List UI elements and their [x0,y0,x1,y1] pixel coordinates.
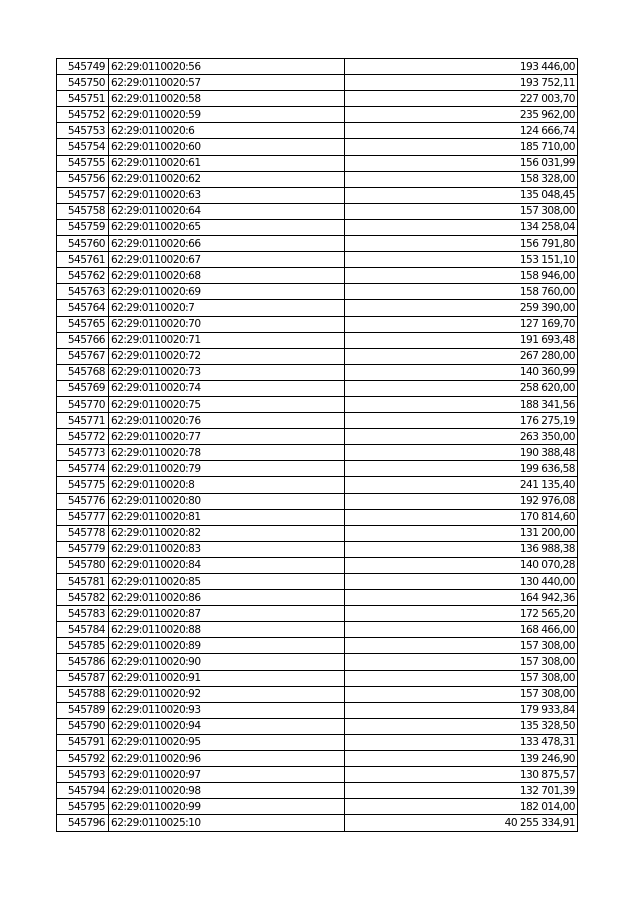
cadastral-value-cell: 263 350,00 [345,429,578,445]
cadastral-value-cell: 258 620,00 [345,380,578,396]
table-row [57,171,578,187]
row-number-cell: 545759 [57,219,109,235]
table-row [57,557,578,573]
row-number-cell: 545771 [57,413,109,429]
table-row [57,493,578,509]
row-number-cell: 545766 [57,332,109,348]
cadastral-value-cell: 157 308,00 [345,670,578,686]
row-number-cell: 545749 [57,59,109,75]
cadastral-value-cell: 139 246,90 [345,751,578,767]
cadastral-value-cell: 135 328,50 [345,718,578,734]
row-number-cell: 545783 [57,606,109,622]
cadastral-value-cell: 182 014,00 [345,799,578,815]
cadastral-number-cell: 62:29:0110020:98 [109,783,345,799]
cadastral-number-cell: 62:29:0110020:72 [109,348,345,364]
row-number-cell: 545787 [57,670,109,686]
cadastral-value-cell: 185 710,00 [345,139,578,155]
row-number-cell: 545756 [57,171,109,187]
row-number-cell: 545782 [57,590,109,606]
table-row [57,702,578,718]
table-row [57,541,578,557]
row-number-cell: 545794 [57,783,109,799]
cadastral-value-cell: 158 760,00 [345,284,578,300]
table-row [57,734,578,750]
cadastral-number-cell: 62:29:0110020:62 [109,171,345,187]
row-number-cell: 545760 [57,236,109,252]
cadastral-value-cell: 140 070,28 [345,557,578,573]
table-row [57,123,578,139]
cadastral-value-cell: 193 446,00 [345,59,578,75]
cadastral-number-cell: 62:29:0110020:93 [109,702,345,718]
table-row [57,155,578,171]
cadastral-value-cell: 259 390,00 [345,300,578,316]
table-row [57,284,578,300]
cadastral-number-cell: 62:29:0110020:97 [109,767,345,783]
row-number-cell: 545774 [57,461,109,477]
cadastral-value-cell: 157 308,00 [345,686,578,702]
cadastral-number-cell: 62:29:0110020:96 [109,751,345,767]
table-row [57,187,578,203]
cadastral-number-cell: 62:29:0110020:59 [109,107,345,123]
cadastral-value-cell: 164 942,36 [345,590,578,606]
cadastral-value-cell: 192 976,08 [345,493,578,509]
row-number-cell: 545793 [57,767,109,783]
row-number-cell: 545751 [57,91,109,107]
table-row [57,429,578,445]
cadastral-number-cell: 62:29:0110020:78 [109,445,345,461]
cadastral-value-table [56,58,578,832]
table-row [57,525,578,541]
row-number-cell: 545763 [57,284,109,300]
table-row [57,574,578,590]
row-number-cell: 545795 [57,799,109,815]
cadastral-value-cell: 40 255 334,91 [345,815,578,831]
row-number-cell: 545784 [57,622,109,638]
cadastral-value-cell: 132 701,39 [345,783,578,799]
cadastral-value-cell: 156 791,80 [345,236,578,252]
table-row [57,59,578,75]
table-row [57,268,578,284]
cadastral-number-cell: 62:29:0110020:99 [109,799,345,815]
cadastral-value-cell: 158 328,00 [345,171,578,187]
cadastral-value-cell: 188 341,56 [345,396,578,412]
table-row [57,364,578,380]
cadastral-number-cell: 62:29:0110020:58 [109,91,345,107]
cadastral-value-cell: 241 135,40 [345,477,578,493]
cadastral-value-cell: 130 440,00 [345,574,578,590]
table-row [57,751,578,767]
row-number-cell: 545778 [57,525,109,541]
table-row [57,477,578,493]
row-number-cell: 545772 [57,429,109,445]
cadastral-number-cell: 62:29:0110020:8 [109,477,345,493]
table-row [57,638,578,654]
table-row [57,91,578,107]
cadastral-number-cell: 62:29:0110020:79 [109,461,345,477]
row-number-cell: 545758 [57,203,109,219]
cadastral-value-cell: 140 360,99 [345,364,578,380]
cadastral-value-cell: 124 666,74 [345,123,578,139]
cadastral-number-cell: 62:29:0110020:86 [109,590,345,606]
table-row [57,139,578,155]
cadastral-number-cell: 62:29:0110020:6 [109,123,345,139]
cadastral-value-cell: 133 478,31 [345,734,578,750]
row-number-cell: 545770 [57,396,109,412]
table-row [57,509,578,525]
cadastral-value-cell: 131 200,00 [345,525,578,541]
cadastral-number-cell: 62:29:0110020:88 [109,622,345,638]
cadastral-value-cell: 179 933,84 [345,702,578,718]
row-number-cell: 545789 [57,702,109,718]
table-row [57,718,578,734]
row-number-cell: 545780 [57,557,109,573]
table-row [57,236,578,252]
cadastral-number-cell: 62:29:0110020:82 [109,525,345,541]
cadastral-number-cell: 62:29:0110020:63 [109,187,345,203]
cadastral-number-cell: 62:29:0110020:65 [109,219,345,235]
cadastral-number-cell: 62:29:0110020:69 [109,284,345,300]
table-row [57,654,578,670]
cadastral-value-cell: 235 962,00 [345,107,578,123]
cadastral-value-cell: 158 946,00 [345,268,578,284]
table-row [57,686,578,702]
cadastral-number-cell: 62:29:0110020:87 [109,606,345,622]
row-number-cell: 545750 [57,75,109,91]
cadastral-value-cell: 190 388,48 [345,445,578,461]
table-row [57,316,578,332]
row-number-cell: 545796 [57,815,109,831]
table-row [57,332,578,348]
table-row [57,300,578,316]
table-body [57,59,578,832]
cadastral-value-cell: 172 565,20 [345,606,578,622]
row-number-cell: 545788 [57,686,109,702]
row-number-cell: 545761 [57,252,109,268]
cadastral-number-cell: 62:29:0110020:94 [109,718,345,734]
row-number-cell: 545792 [57,751,109,767]
cadastral-number-cell: 62:29:0110020:84 [109,557,345,573]
cadastral-number-cell: 62:29:0110020:56 [109,59,345,75]
row-number-cell: 545752 [57,107,109,123]
cadastral-value-cell: 127 169,70 [345,316,578,332]
row-number-cell: 545776 [57,493,109,509]
row-number-cell: 545754 [57,139,109,155]
table-row [57,670,578,686]
row-number-cell: 545764 [57,300,109,316]
cadastral-value-cell: 134 258,04 [345,219,578,235]
table-row [57,413,578,429]
row-number-cell: 545786 [57,654,109,670]
cadastral-number-cell: 62:29:0110020:7 [109,300,345,316]
row-number-cell: 545777 [57,509,109,525]
table-row [57,461,578,477]
table-row [57,203,578,219]
cadastral-number-cell: 62:29:0110020:80 [109,493,345,509]
cadastral-number-cell: 62:29:0110020:89 [109,638,345,654]
table-row [57,445,578,461]
table-row [57,75,578,91]
cadastral-number-cell: 62:29:0110020:70 [109,316,345,332]
table-row [57,252,578,268]
cadastral-value-cell: 168 466,00 [345,622,578,638]
cadastral-number-cell: 62:29:0110020:67 [109,252,345,268]
cadastral-number-cell: 62:29:0110020:61 [109,155,345,171]
cadastral-number-cell: 62:29:0110020:91 [109,670,345,686]
table-row [57,348,578,364]
cadastral-value-cell: 176 275,19 [345,413,578,429]
row-number-cell: 545767 [57,348,109,364]
table-row [57,380,578,396]
row-number-cell: 545790 [57,718,109,734]
cadastral-value-cell: 135 048,45 [345,187,578,203]
row-number-cell: 545768 [57,364,109,380]
cadastral-number-cell: 62:29:0110020:81 [109,509,345,525]
cadastral-value-cell: 156 031,99 [345,155,578,171]
row-number-cell: 545762 [57,268,109,284]
cadastral-number-cell: 62:29:0110020:73 [109,364,345,380]
table-row [57,767,578,783]
row-number-cell: 545769 [57,380,109,396]
cadastral-number-cell: 62:29:0110020:90 [109,654,345,670]
cadastral-number-cell: 62:29:0110020:92 [109,686,345,702]
cadastral-value-cell: 267 280,00 [345,348,578,364]
table-row [57,219,578,235]
cadastral-value-cell: 153 151,10 [345,252,578,268]
cadastral-number-cell: 62:29:0110025:10 [109,815,345,831]
cadastral-value-cell: 193 752,11 [345,75,578,91]
cadastral-number-cell: 62:29:0110020:68 [109,268,345,284]
row-number-cell: 545753 [57,123,109,139]
cadastral-value-cell: 157 308,00 [345,203,578,219]
cadastral-value-cell: 136 988,38 [345,541,578,557]
row-number-cell: 545779 [57,541,109,557]
row-number-cell: 545765 [57,316,109,332]
cadastral-value-cell: 227 003,70 [345,91,578,107]
table-row [57,622,578,638]
cadastral-value-cell: 191 693,48 [345,332,578,348]
cadastral-number-cell: 62:29:0110020:71 [109,332,345,348]
cadastral-number-cell: 62:29:0110020:74 [109,380,345,396]
cadastral-number-cell: 62:29:0110020:64 [109,203,345,219]
cadastral-number-cell: 62:29:0110020:75 [109,396,345,412]
cadastral-number-cell: 62:29:0110020:60 [109,139,345,155]
cadastral-number-cell: 62:29:0110020:83 [109,541,345,557]
cadastral-number-cell: 62:29:0110020:57 [109,75,345,91]
cadastral-value-cell: 170 814,60 [345,509,578,525]
table-row [57,783,578,799]
row-number-cell: 545773 [57,445,109,461]
cadastral-number-cell: 62:29:0110020:95 [109,734,345,750]
row-number-cell: 545755 [57,155,109,171]
table-row [57,396,578,412]
cadastral-number-cell: 62:29:0110020:77 [109,429,345,445]
table-row [57,799,578,815]
row-number-cell: 545791 [57,734,109,750]
table-row [57,815,578,831]
cadastral-number-cell: 62:29:0110020:66 [109,236,345,252]
table-row [57,606,578,622]
cadastral-value-cell: 157 308,00 [345,654,578,670]
cadastral-value-cell: 157 308,00 [345,638,578,654]
row-number-cell: 545757 [57,187,109,203]
row-number-cell: 545781 [57,574,109,590]
table-row [57,590,578,606]
row-number-cell: 545785 [57,638,109,654]
row-number-cell: 545775 [57,477,109,493]
cadastral-value-cell: 130 875,57 [345,767,578,783]
cadastral-value-cell: 199 636,58 [345,461,578,477]
cadastral-number-cell: 62:29:0110020:76 [109,413,345,429]
table-row [57,107,578,123]
cadastral-number-cell: 62:29:0110020:85 [109,574,345,590]
